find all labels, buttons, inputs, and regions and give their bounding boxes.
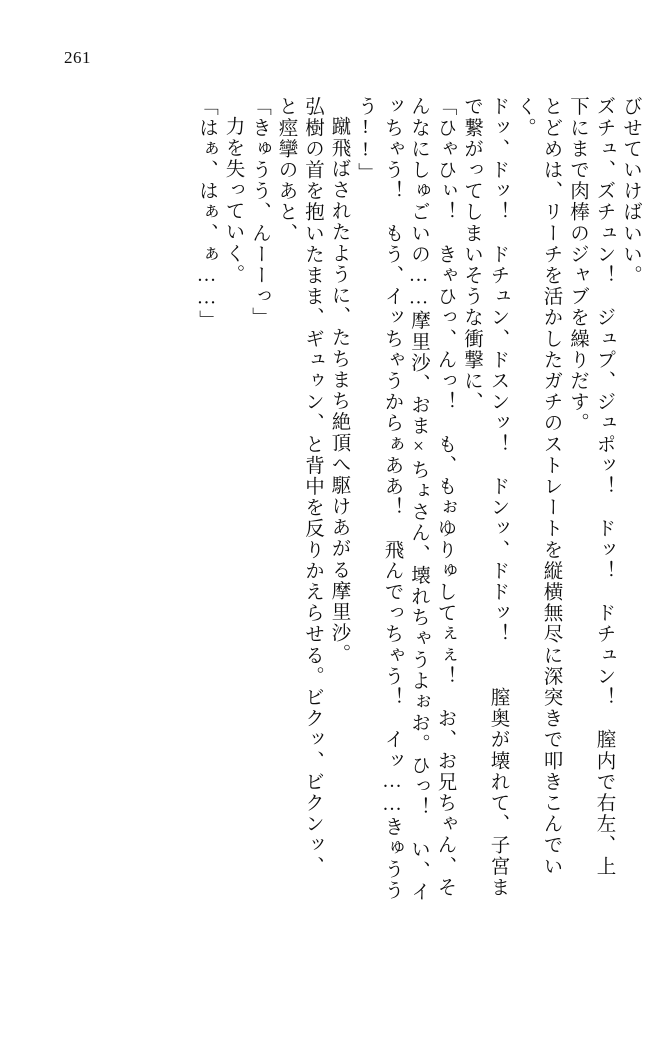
text-line: 「ひゃひぃ！ きゃひっ、んっ！ も、もぉゆりゅしてぇぇ！ お、お兄ちゃん、そ [434,96,456,898]
text-line: く。 [514,96,535,139]
text-line: で繋がってしまいそうな衝撃に、 [461,96,482,413]
text-line: 弘樹の首を抱いたまま、ギュゥン、と背中を反りかえらせる。ビクッ、ビクンッ、 [302,96,323,877]
text-line: と痙攣のあと、 [275,96,297,244]
text-line: ズチュ、ズチュン！ ジュプ、ジュポッ！ ドッ！ ドチュン！ 膣内で右左、上 [593,96,615,877]
text-line: 蹴飛ばされたように、たちまち絶頂へ駆けあがる摩里沙。 [328,116,350,665]
text-line: 力を失っていく。 [222,116,244,285]
vertical-text-body [36,96,640,1016]
text-line: う!!」 [355,96,376,184]
text-line: 「はぁ、はぁ、ぁ……」 [196,96,217,332]
page-number: 261 [64,48,91,67]
text-line: 「きゅうう、んーーっ」 [249,96,270,329]
text-line: びせていけばいい。 [620,96,641,286]
text-line: んなにしゅごいの……摩里沙、おま×ちょさん、壊れちゃうよぉお。ひっ！ い、イ [408,96,429,903]
text-line: ドッ、ドッ！ ドチュン、ドスンッ！ ドンッ、ドドッ！ 膣奥が壊れて、子宮ま [487,96,509,898]
text-line: 下にまで肉棒のジャブを繰りだす。 [567,96,588,434]
text-line: ッちゃう！ もう、イッちゃうからぁああ！ 飛んでっちゃう！ イッ……きゅうう [381,96,403,901]
text-line: とどめは、リーチを活かしたガチのストレートを縦横無尽に深突きで叩きこんでい [540,96,562,877]
